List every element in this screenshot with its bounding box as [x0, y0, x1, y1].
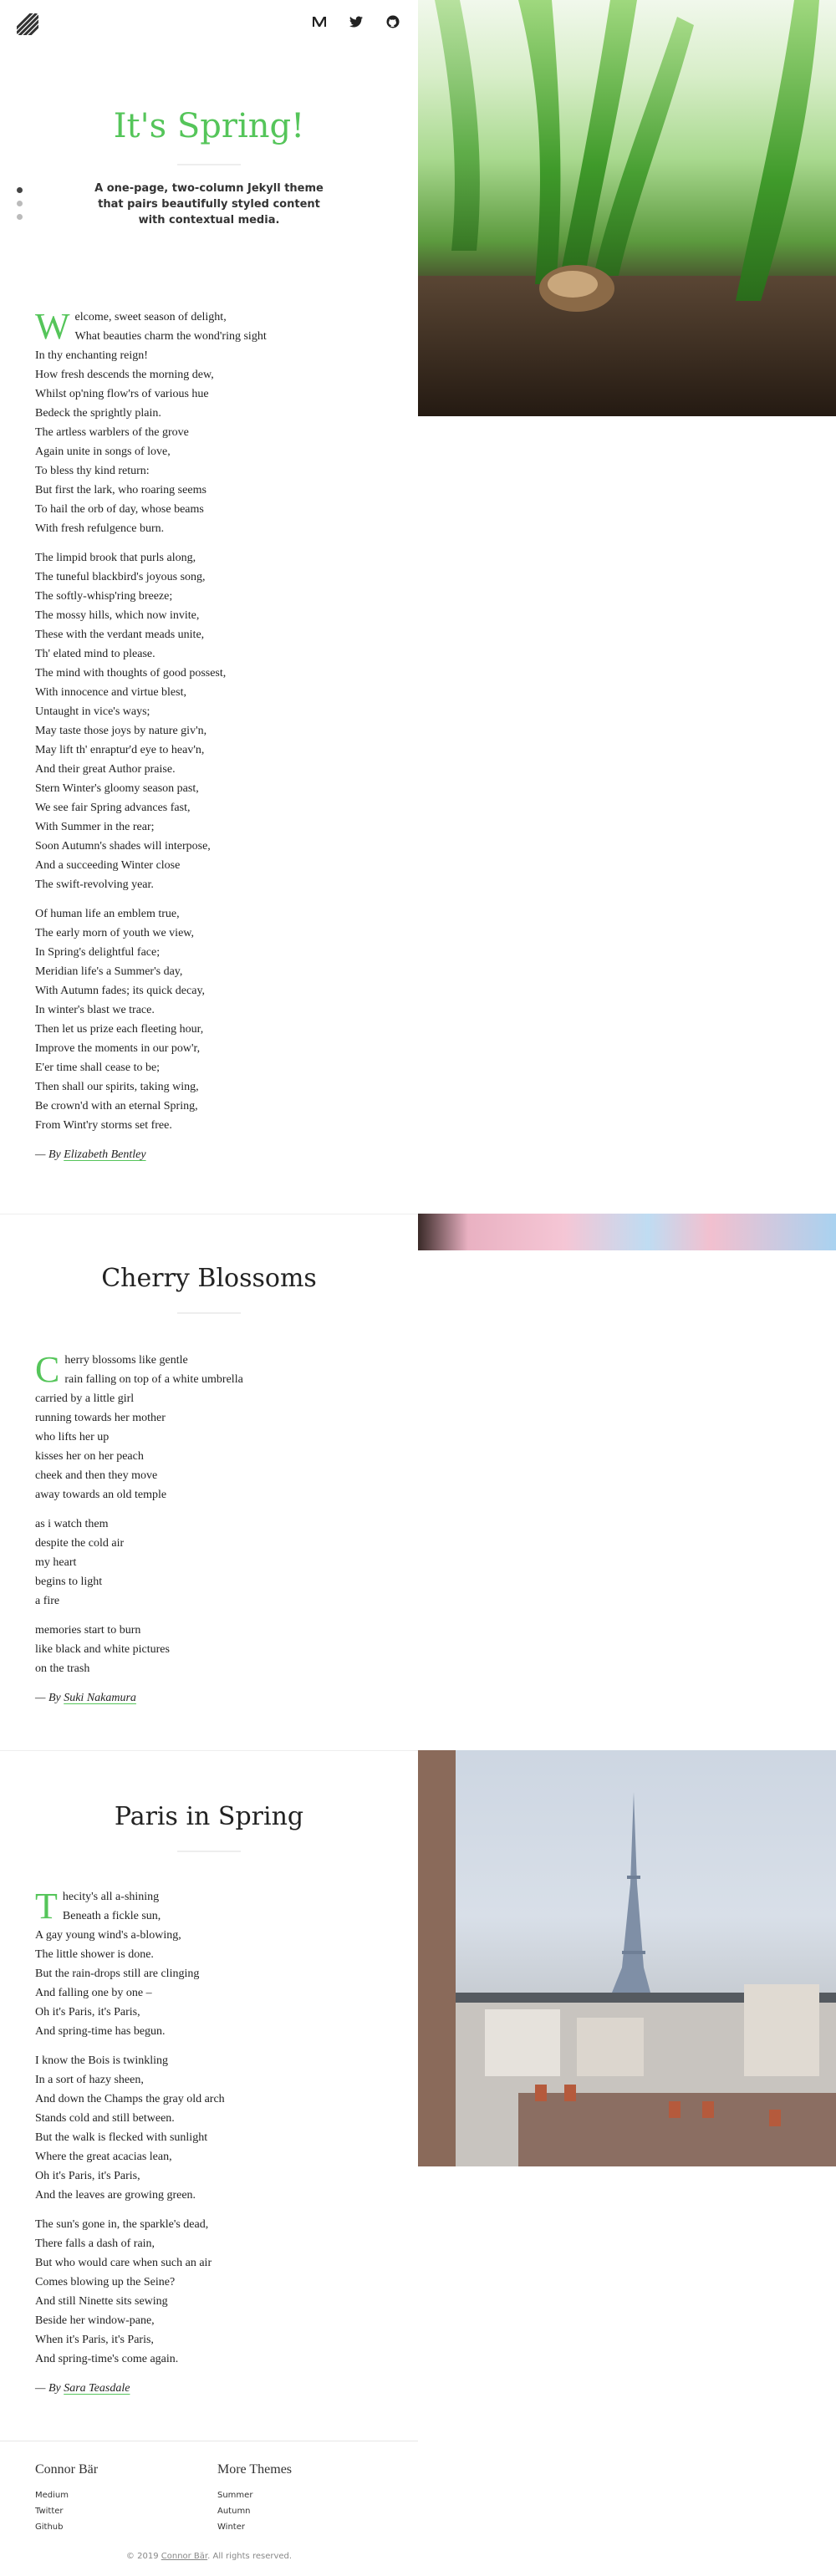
stanza — [35, 2215, 403, 2369]
poem-line: With innocence and virtue blest, — [35, 686, 186, 699]
poem-line: Stern Winter's gloomy season past, — [35, 782, 199, 795]
poem-line: To bless thy kind return: — [35, 465, 150, 477]
poem-line: We see fair Spring advances fast, — [35, 802, 191, 814]
nav-dot-cherry[interactable] — [17, 201, 23, 206]
footer-link-autumn[interactable]: Autumn — [217, 2507, 251, 2516]
copyright: © 2019 Connor Bär. All rights reserved. — [125, 2552, 293, 2561]
poem-line: The mind with thoughts of good possest, — [35, 667, 227, 680]
poem-line: May lift th' enraptur'd eye to heav'n, — [35, 744, 205, 756]
stanza — [35, 1887, 403, 2041]
poem-line: The artless warblers of the grove — [35, 426, 189, 439]
author-link[interactable]: Sara Teasdale — [64, 2382, 130, 2395]
poem-line: In winter's blast we trace. — [35, 1004, 155, 1016]
poem-line: Meridian life's a Summer's day, — [35, 965, 183, 978]
poem-line: When it's Paris, it's Paris, — [35, 2334, 154, 2346]
footer-link-twitter[interactable]: Twitter — [35, 2507, 64, 2516]
poem-line: on the trash — [35, 1662, 90, 1675]
poem-line: memories start to burn — [35, 1624, 141, 1637]
poem-line: With Summer in the rear; — [35, 821, 155, 833]
poem-line: From Wint'ry storms set free. — [35, 1119, 172, 1132]
stanza — [35, 1351, 403, 1504]
poem-line: E'er time shall cease to be; — [35, 1061, 161, 1074]
poem-line: And spring-time has begun. — [35, 2025, 166, 2038]
poem-line: With fresh refulgence burn. — [35, 522, 165, 535]
footer-link-summer[interactable]: Summer — [217, 2491, 253, 2500]
poem-line: Th' elated mind to please. — [35, 648, 155, 660]
twitter-icon[interactable] — [348, 13, 364, 30]
poem-line: kisses her on her peach — [35, 1450, 144, 1463]
poem-line: cheek and then they move — [35, 1469, 158, 1482]
poem-line: The softly-whisp'ring breeze; — [35, 590, 173, 603]
poem-line: Comes blowing up the Seine? — [35, 2276, 176, 2288]
poem-line: The limpid brook that purls along, — [35, 552, 196, 564]
poem-line: Soon Autumn's shades will interpose, — [35, 840, 211, 853]
drop-cap: W — [35, 306, 70, 347]
poem-line: Untaught in vice's ways; — [35, 705, 150, 718]
nav-dot-paris[interactable] — [17, 214, 23, 220]
poem-line: rain falling on top of a white umbrella — [64, 1373, 243, 1386]
poem-spring — [35, 308, 403, 1164]
poem-line: The early morn of youth we view, — [35, 927, 194, 939]
stanza — [35, 2051, 403, 2205]
poem-line: Beside her window-pane, — [35, 2314, 155, 2327]
footer-themes-title: More Themes — [217, 2462, 293, 2477]
poem-line: away towards an old temple — [35, 1489, 167, 1501]
medium-icon[interactable] — [311, 13, 328, 30]
page-title: It's Spring! — [113, 107, 305, 145]
poem-line: In thy enchanting reign! — [35, 349, 148, 362]
poem-line: And falling one by one – — [35, 1987, 152, 1999]
poem-line: Oh it's Paris, it's Paris, — [35, 2006, 140, 2019]
stanza — [35, 1621, 403, 1678]
poem-line: May taste those joys by nature giv'n, — [35, 725, 207, 737]
section-title-paris: Paris in Spring — [114, 1802, 304, 1831]
title-rule — [177, 164, 241, 165]
poem-line: And a succeeding Winter close — [35, 859, 181, 872]
poem-line: Whilst op'ning flow'rs of various hue — [35, 388, 209, 400]
poem-paris — [35, 1887, 403, 2398]
poem-line: And down the Champs the gray old arch — [35, 2093, 225, 2105]
section-title-cherry: Cherry Blossoms — [101, 1264, 317, 1293]
poem-line: The sun's gone in, the sparkle's dead, — [35, 2218, 209, 2231]
drop-cap: T — [35, 1886, 58, 1927]
poem-line: And their great Author praise. — [35, 763, 176, 776]
title-rule — [177, 1851, 241, 1852]
poem-line: running towards her mother — [35, 1412, 166, 1424]
poem-line: The swift-revolving year. — [35, 878, 154, 891]
poem-cherry — [35, 1351, 403, 1708]
footer-col-themes — [217, 2462, 292, 2535]
poem-line: What beauties charm the wond'ring sight — [74, 330, 267, 343]
section-divider — [0, 1750, 418, 1751]
poem-line: But the rain-drops still are clinging — [35, 1968, 200, 1980]
poem-line: But who would care when such an air — [35, 2257, 212, 2269]
footer-author-title: Connor Bär — [35, 2462, 99, 2477]
poem-line: But the walk is flecked with sunlight — [35, 2131, 208, 2144]
poem-line: begins to light — [35, 1576, 103, 1588]
poem-line: In a sort of hazy sheen, — [35, 2074, 144, 2086]
title-rule — [177, 1312, 241, 1314]
copyright-author-link[interactable]: Connor Bär — [161, 2552, 208, 2561]
poem-line: And spring-time's come again. — [35, 2353, 179, 2365]
footer-link-winter[interactable]: Winter — [217, 2523, 245, 2532]
stanza — [35, 548, 403, 894]
poem-line: hecity's all a-shining — [62, 1891, 160, 1903]
poem-line: Improve the moments in our pow'r, — [35, 1042, 201, 1055]
poem-line: But first the lark, who roaring seems — [35, 484, 206, 496]
poem-line: To hail the orb of day, whose beams — [35, 503, 204, 516]
poem-line: And the leaves are growing green. — [35, 2189, 196, 2202]
cherry-blossom-image — [418, 1214, 836, 1250]
poem-line: In Spring's delightful face; — [35, 946, 161, 959]
poem-line: a fire — [35, 1595, 60, 1607]
poem-line: With Autumn fades; its quick decay, — [35, 985, 206, 997]
poem-line: my heart — [35, 1556, 77, 1569]
footer-link-medium[interactable]: Medium — [35, 2491, 69, 2500]
poem-line: Beneath a fickle sun, — [62, 1910, 161, 1922]
poem-line: herry blossoms like gentle — [64, 1354, 188, 1367]
drop-cap: C — [35, 1349, 60, 1390]
poem-line: Stands cold and still between. — [35, 2112, 175, 2125]
poem-line: Bedeck the sprightly plain. — [35, 407, 161, 420]
poem-line: carried by a little girl — [35, 1392, 135, 1405]
poem-line: A gay young wind's a-blowing, — [35, 1929, 181, 1942]
author-link[interactable]: Elizabeth Bentley — [64, 1148, 146, 1161]
poem-line: How fresh descends the morning dew, — [35, 369, 214, 381]
poem-line: The tuneful blackbird's joyous song, — [35, 571, 206, 583]
byline: — By Elizabeth Bentley — [35, 1148, 146, 1161]
nav-dot-spring[interactable] — [17, 187, 23, 193]
stanza — [35, 308, 403, 538]
section-nav-dots — [17, 187, 23, 220]
poem-line: who lifts her up — [35, 1431, 110, 1443]
poem-line: And still Ninette sits sewing — [35, 2295, 168, 2308]
github-icon[interactable] — [385, 13, 401, 30]
spring-sprouts-image — [418, 0, 836, 416]
author-link[interactable]: Suki Nakamura — [64, 1692, 136, 1704]
poem-line: despite the cold air — [35, 1537, 125, 1550]
poem-line: Again unite in songs of love, — [35, 445, 171, 458]
byline: — By Suki Nakamura — [35, 1692, 136, 1704]
paris-rooftops-image — [418, 1750, 836, 2166]
stanza — [35, 904, 403, 1135]
byline: — By Sara Teasdale — [35, 2382, 130, 2395]
poem-line: Oh it's Paris, it's Paris, — [35, 2170, 140, 2182]
logo[interactable] — [17, 13, 38, 35]
poem-line: The little shower is done. — [35, 1948, 154, 1961]
poem-line: like black and white pictures — [35, 1643, 170, 1656]
footer-link-github[interactable]: Github — [35, 2523, 64, 2532]
poem-line: Where the great acacias lean, — [35, 2151, 172, 2163]
stanza — [35, 1515, 403, 1611]
social-links — [311, 13, 401, 30]
poem-line: Of human life an emblem true, — [35, 908, 180, 920]
footer-col-author — [35, 2462, 98, 2535]
poem-line: Then shall our spirits, taking wing, — [35, 1081, 199, 1093]
poem-line: These with the verdant meads unite, — [35, 629, 205, 641]
poem-line: elcome, sweet season of delight, — [74, 311, 227, 323]
poem-line: I know the Bois is twinkling — [35, 2054, 169, 2067]
poem-line: as i watch them — [35, 1518, 109, 1530]
page-subtitle: A one-page, two-column Jekyll theme that pairs beautifully styled content with contextual media. — [94, 182, 324, 227]
poem-line: Then let us prize each fleeting hour, — [35, 1023, 204, 1036]
poem-line: There falls a dash of rain, — [35, 2237, 155, 2250]
poem-line: Be crown'd with an eternal Spring, — [35, 1100, 198, 1112]
poem-line: The mossy hills, which now invite, — [35, 609, 200, 622]
